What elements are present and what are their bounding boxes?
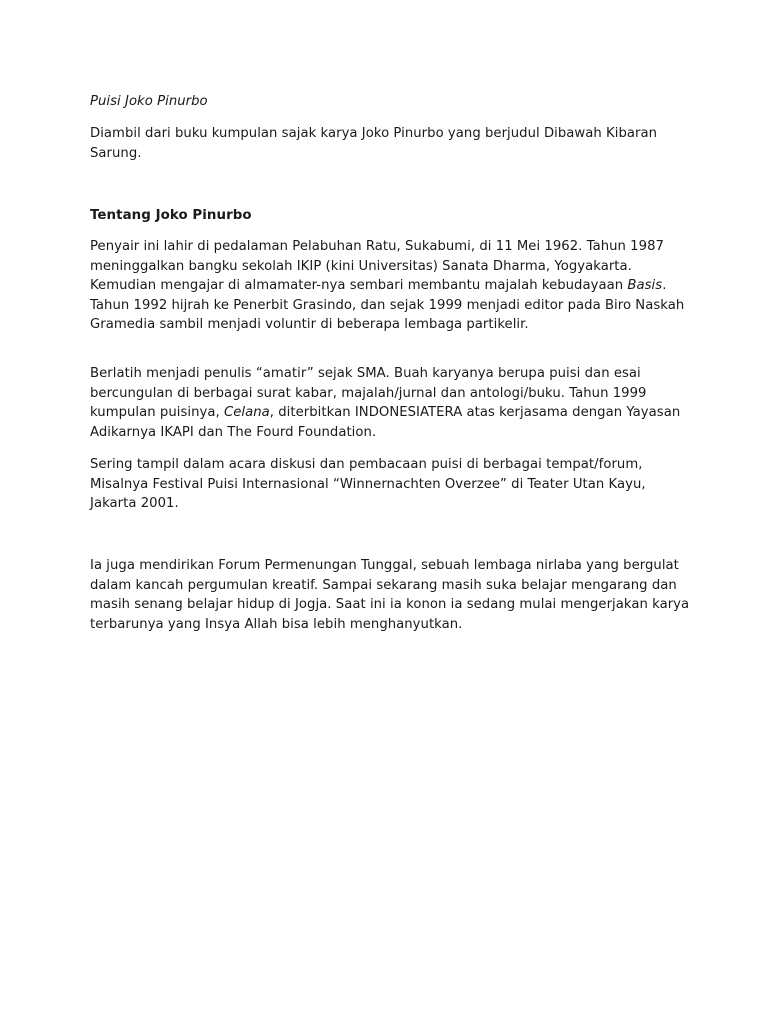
intro-paragraph: Diambil dari buku kumpulan sajak karya Joko Pinurbo yang berjudul Dibawah Kibaran Sarung. [90,126,658,161]
document-subtitle: Puisi Joko Pinurbo [90,94,208,109]
biography-paragraph-1 [90,237,690,335]
magazine-title-italic: Basis [627,278,663,293]
biography-paragraph-4: Ia juga mendirikan Forum Permenungan Tunggal, sebuah lembaga nirlaba yang bergulat dalam kancah pergumulan kreatif. Sampai sekarang masih suka belajar mengarang dan masih senang belajar hidup di Jogja. Saat ini ia konon ia sedang mulai mengerjakan karya terbarunya yang Insya Allah bisa lebih menghanyutkan. [90,558,690,632]
paragraph-text: , diterbitkan INDONESIATERA atas kerjasama dengan Yayasan Adikarnya IKAPI dan The Fourd Foundation. [90,405,681,440]
paragraph-text: Berlatih menjadi penulis “amatir” sejak SMA. Buah karyanya berupa puisi dan esai bercungulan di berbagai surat kabar, majalah/jurnal dan antologi/buku. Tahun 1999 kumpulan puisinya, [90,366,647,420]
biography-paragraph-3: Sering tampil dalam acara diskusi dan pembacaan puisi di berbagai tempat/forum, Misalnya Festival Puisi Internasional “Winnernachten Overzee” di Teater Utan Kayu, Jakarta 2001. [90,457,646,511]
paragraph-text: . Tahun 1992 hijrah ke Penerbit Grasindo, dan sejak 1999 menjadi editor pada Biro Naskah Gramedia sambil menjadi voluntir di beberapa lembaga partikelir. [90,278,685,332]
paragraph-text: Penyair ini lahir di pedalaman Pelabuhan Ratu, Sukabumi, di 11 Mei 1962. Tahun 1987 meninggalkan bangku sekolah IKIP (kini Universitas) Sanata Dharma, Yogyakarta. Kemudian mengajar di almamater-nya sembari membantu majalah kebudayaan [90,239,664,293]
biography-paragraph-2 [90,364,690,442]
book-title-italic: Celana [223,405,270,420]
section-title: Tentang Joko Pinurbo [90,208,252,223]
